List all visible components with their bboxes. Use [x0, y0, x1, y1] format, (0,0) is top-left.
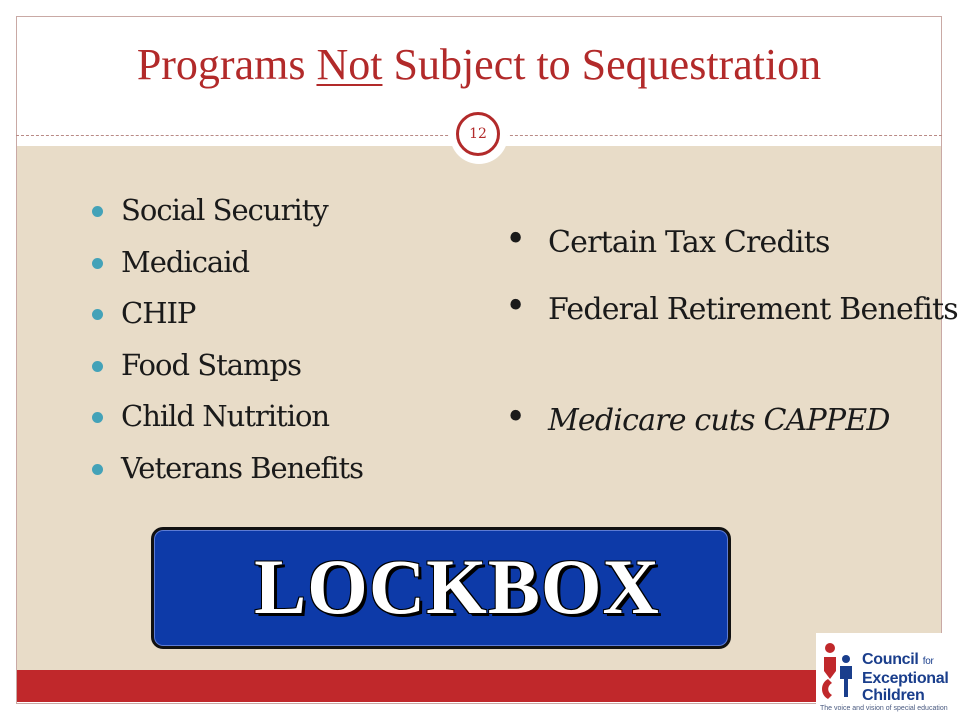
bullet-icon: • [505, 286, 526, 327]
bottom-bar [17, 670, 941, 702]
list-item-label: Medicare cuts CAPPED [548, 403, 890, 438]
list-item [505, 220, 958, 287]
bullet-dot-icon [92, 309, 103, 320]
list-item [92, 293, 363, 345]
right-bullet-list [505, 220, 958, 443]
bullet-dot-icon [92, 464, 103, 475]
list-item-label: Certain Tax Credits [548, 225, 830, 260]
lockbox-label: LOCKBOX [254, 543, 660, 630]
bullet-dot-icon [92, 206, 103, 217]
list-item [92, 396, 363, 448]
cec-logo [816, 633, 960, 720]
left-bullet-list [92, 190, 363, 500]
lockbox-banner [151, 527, 731, 649]
bullet-dot-icon [92, 412, 103, 423]
bullet-icon: • [505, 219, 526, 260]
logo-line-3: Children [862, 687, 925, 704]
logo-line-1: Council [862, 651, 919, 668]
list-item [92, 448, 363, 500]
list-item-label: Food Stamps [121, 347, 301, 382]
logo-line-1-small: for [922, 656, 934, 667]
list-item-label: Child Nutrition [121, 399, 330, 434]
logo-tagline: The voice and vision of special education [820, 705, 948, 712]
title-suffix: Subject to Sequestration [382, 40, 822, 89]
page-number-badge: 12 [456, 112, 500, 156]
logo-line-2: Exceptional [862, 670, 949, 687]
title-prefix: Programs [136, 40, 317, 89]
list-item [92, 345, 363, 397]
cec-figure-icon [818, 639, 860, 703]
list-item [92, 242, 363, 294]
list-item-label: Federal Retirement Benefits [548, 292, 958, 327]
bullet-icon: • [505, 397, 526, 438]
title-underlined-word: Not [316, 40, 383, 89]
list-item-label: Social Security [121, 193, 328, 227]
list-item [505, 287, 958, 398]
list-item-label: Veterans Benefits [121, 450, 364, 485]
slide-title [16, 36, 942, 94]
bullet-dot-icon [92, 361, 103, 372]
list-item [505, 398, 958, 443]
bullet-dot-icon [92, 258, 103, 269]
list-item [92, 190, 363, 242]
logo-wordmark [862, 651, 949, 704]
list-item-label: CHIP [121, 296, 196, 331]
list-item-label: Medicaid [121, 244, 250, 279]
